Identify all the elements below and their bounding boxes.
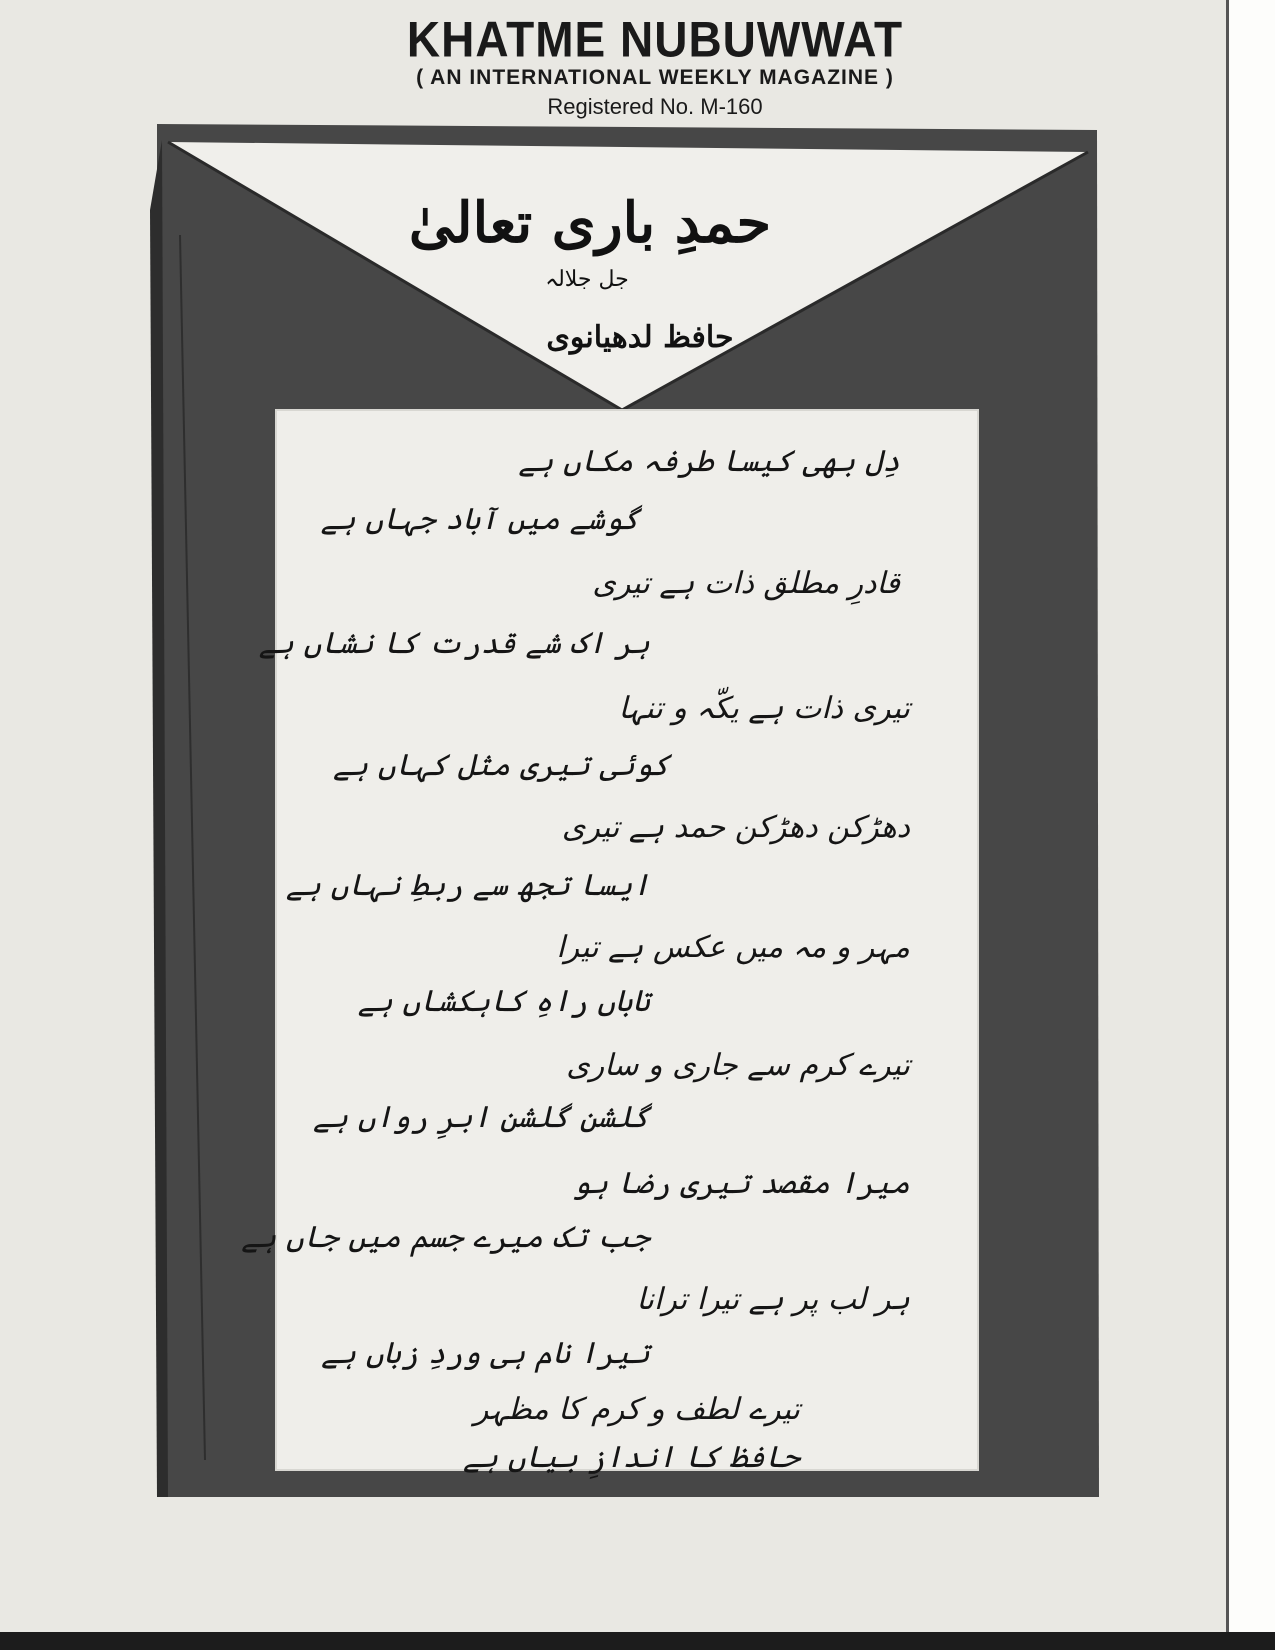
magazine-title: KHATME NUBUWWAT — [406, 10, 904, 68]
verse-line: گلشن گلشن ابرِ رواں ہے — [313, 1100, 650, 1135]
verse-line: میرا مقصد تیری رضا ہو — [573, 1166, 910, 1201]
verse-line: کوئی تیری مثل کہاں ہے — [333, 748, 670, 783]
verse-line: تیرا نام ہی وردِ زباں ہے — [321, 1336, 650, 1371]
verse-line: قادرِ مطلق ذات ہے تیری — [592, 566, 900, 601]
verse-line: ایسا تجھ سے ربطِ نہاں ہے — [285, 868, 650, 903]
verse-line: تیرے کرم سے جاری و ساری — [566, 1048, 910, 1083]
honorific: جل جلالہ — [545, 267, 629, 292]
verse-line: تیرے لطف و کرم کا مظہر — [473, 1392, 800, 1427]
hamd-title: حمدِ باری تعالیٰ — [408, 190, 772, 256]
poem-title — [390, 185, 790, 292]
verse-line: ہر اک شے قدرت کا نشاں ہے — [258, 626, 650, 661]
verse-line: ہر لب پر ہے تیرا ترانا — [636, 1282, 910, 1317]
scan-bottom-edge — [0, 1632, 1275, 1650]
magazine-subtitle: ( AN INTERNATIONAL WEEKLY MAGAZINE ) — [416, 66, 894, 89]
poet-name: حافظ لدھیانوی — [546, 320, 734, 355]
registration-number: Registered No. M-160 — [547, 94, 763, 119]
verse-line: تیری ذات ہے یکّہ و تنہا — [618, 691, 910, 726]
verse-line: مہر و مہ میں عکس ہے تیرا — [556, 930, 910, 965]
verse-line: حافظ کا اندازِ بیاں ہے — [463, 1440, 800, 1475]
verse-line: جب تک میرے جسم میں جاں ہے — [241, 1220, 650, 1255]
verse-line: گوشے میں آباد جہاں ہے — [320, 502, 640, 537]
poem-body — [241, 432, 970, 1512]
verse-line: دِل بھی کیسا طرفہ مکاں ہے — [518, 444, 900, 479]
verse-line: تاباں راہِ کاہکشاں ہے — [357, 984, 650, 1019]
verse-line: دھڑکن دھڑکن حمد ہے تیری — [561, 810, 910, 845]
